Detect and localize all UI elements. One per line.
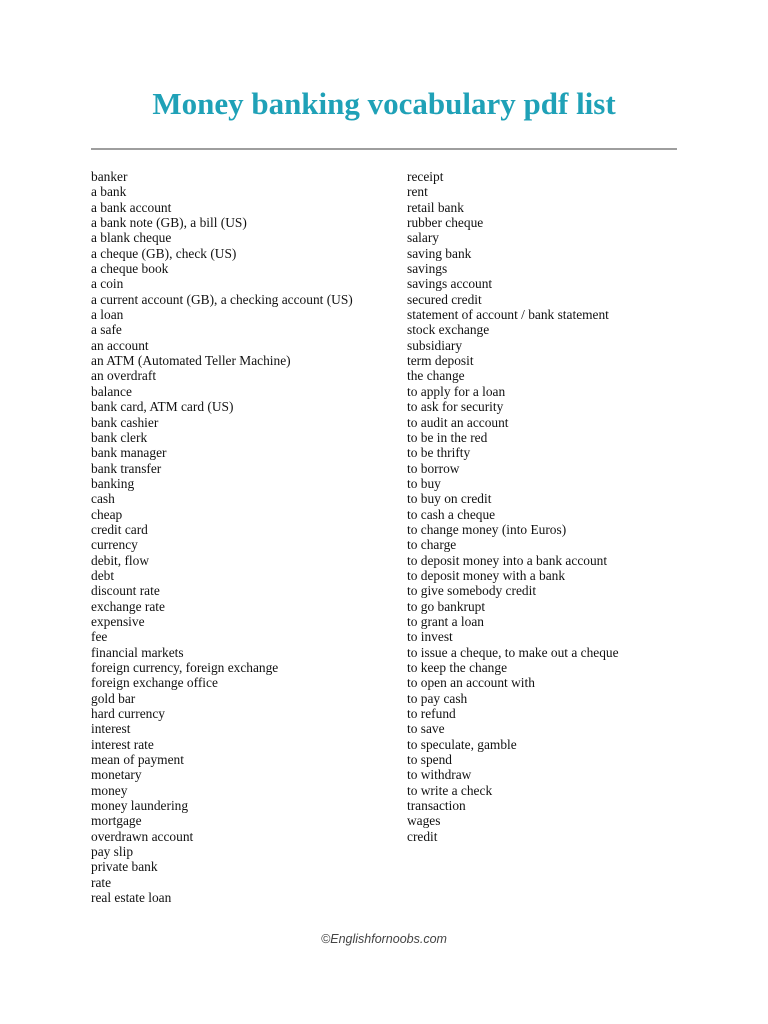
vocabulary-item: rubber cheque — [407, 215, 484, 231]
vocabulary-item: retail bank — [407, 199, 464, 215]
vocabulary-item: money laundering — [91, 798, 189, 814]
vocabulary-item: foreign exchange office — [91, 675, 218, 691]
vocabulary-item: rate — [91, 874, 112, 890]
vocabulary-item: exchange rate — [91, 598, 165, 614]
vocabulary-item: to go bankrupt — [407, 598, 486, 614]
vocabulary-item: money — [91, 782, 128, 798]
vocabulary-item: stock exchange — [407, 322, 490, 338]
vocabulary-item: to speculate, gamble — [407, 736, 517, 752]
vocabulary-item: to change money (into Euros) — [407, 521, 567, 537]
vocabulary-item: fee — [91, 629, 108, 645]
vocabulary-item: subsidiary — [407, 337, 463, 353]
vocabulary-item: mortgage — [91, 813, 142, 829]
vocabulary-item: to be in the red — [407, 429, 488, 445]
vocabulary-item: banker — [91, 169, 128, 184]
vocabulary-item: discount rate — [91, 583, 160, 599]
vocabulary-item: foreign currency, foreign exchange — [91, 660, 279, 675]
page-title: Money banking vocabulary pdf list — [152, 86, 616, 121]
vocabulary-item: to spend — [407, 752, 453, 768]
vocabulary-item: the change — [407, 368, 465, 384]
title-divider — [91, 148, 677, 150]
vocabulary-item: banking — [91, 475, 135, 491]
vocabulary-item: wages — [407, 813, 441, 829]
vocabulary-item: pay slip — [91, 844, 134, 860]
vocabulary-item: to refund — [407, 706, 456, 722]
vocabulary-item: bank card, ATM card (US) — [91, 399, 234, 415]
vocabulary-item: a blank cheque — [91, 230, 172, 246]
vocabulary-item: to deposit money into a bank account — [407, 552, 608, 568]
vocabulary-item: to audit an account — [407, 414, 509, 430]
vocabulary-item: secured credit — [407, 291, 482, 307]
vocabulary-item: to withdraw — [407, 767, 472, 783]
vocabulary-item: balance — [91, 383, 132, 399]
vocabulary-item: bank clerk — [91, 429, 148, 445]
vocabulary-item: to write a check — [407, 782, 493, 798]
vocabulary-item: to apply for a loan — [407, 383, 506, 399]
vocabulary-item: term deposit — [407, 353, 474, 369]
vocabulary-item: to cash a cheque — [407, 506, 496, 522]
vocabulary-item: financial markets — [91, 644, 184, 660]
vocabulary-item: private bank — [91, 859, 158, 875]
vocabulary-item: a coin — [91, 276, 124, 292]
vocabulary-item: to buy on credit — [407, 491, 492, 507]
vocabulary-item: to deposit money with a bank — [407, 567, 566, 583]
vocabulary-item: to charge — [407, 537, 457, 553]
vocabulary-item: to be thrifty — [407, 445, 471, 461]
vocabulary-item: a bank account — [91, 199, 172, 215]
vocabulary-item: mean of payment — [91, 752, 184, 768]
vocabulary-item: to invest — [407, 629, 453, 645]
vocabulary-item: an account — [91, 337, 149, 353]
vocabulary-item: receipt — [407, 169, 444, 184]
vocabulary-item: a cheque book — [91, 261, 169, 277]
vocabulary-item: to keep the change — [407, 660, 508, 675]
vocabulary-item: to open an account with — [407, 675, 535, 691]
vocabulary-item: monetary — [91, 767, 142, 783]
vocabulary-item: hard currency — [91, 706, 165, 722]
vocabulary-item: savings — [407, 261, 448, 277]
vocabulary-item: a current account (GB), a checking account (US) — [91, 291, 353, 307]
vocabulary-item: to give somebody credit — [407, 583, 537, 599]
vocabulary-item: to save — [407, 721, 445, 737]
vocabulary-item: to pay cash — [407, 690, 468, 706]
vocabulary-item: salary — [407, 230, 439, 246]
vocabulary-item: saving bank — [407, 245, 472, 261]
vocabulary-item: currency — [91, 537, 138, 553]
vocabulary-item: debt — [91, 567, 115, 583]
vocabulary-item: bank cashier — [91, 414, 159, 430]
vocabulary-item: expensive — [91, 613, 145, 629]
vocabulary-item: credit card — [91, 521, 148, 537]
vocabulary-list-left — [91, 169, 361, 906]
vocabulary-item: statement of account / bank statement — [407, 307, 609, 323]
vocabulary-item: a bank — [91, 184, 127, 200]
vocabulary-item: interest rate — [91, 736, 154, 752]
vocabulary-item: bank transfer — [91, 460, 162, 476]
vocabulary-item: real estate loan — [91, 890, 172, 906]
vocabulary-item: credit — [407, 828, 438, 844]
vocabulary-item: an overdraft — [91, 368, 157, 384]
vocabulary-item: debit, flow — [91, 552, 150, 568]
vocabulary-item: bank manager — [91, 445, 167, 461]
vocabulary-item: gold bar — [91, 690, 136, 706]
vocabulary-item: to borrow — [407, 460, 460, 476]
vocabulary-item: to buy — [407, 475, 441, 491]
vocabulary-item: savings account — [407, 276, 493, 292]
vocabulary-item: interest — [91, 721, 131, 737]
vocabulary-item: rent — [407, 184, 428, 200]
vocabulary-item: to grant a loan — [407, 613, 484, 629]
vocabulary-item: overdrawn account — [91, 828, 194, 844]
vocabulary-list-right — [407, 169, 707, 844]
vocabulary-item: a loan — [91, 307, 124, 323]
vocabulary-item: cheap — [91, 506, 123, 522]
vocabulary-item: to issue a cheque, to make out a cheque — [407, 644, 619, 660]
vocabulary-item: a safe — [91, 322, 122, 338]
vocabulary-item: cash — [91, 491, 115, 507]
vocabulary-item: a bank note (GB), a bill (US) — [91, 215, 247, 231]
vocabulary-item: transaction — [407, 798, 466, 814]
vocabulary-item: a cheque (GB), check (US) — [91, 245, 237, 261]
vocabulary-item: to ask for security — [407, 399, 504, 415]
footer-copyright: ©Englishfornoobs.com — [321, 932, 447, 946]
vocabulary-item: an ATM (Automated Teller Machine) — [91, 353, 291, 369]
